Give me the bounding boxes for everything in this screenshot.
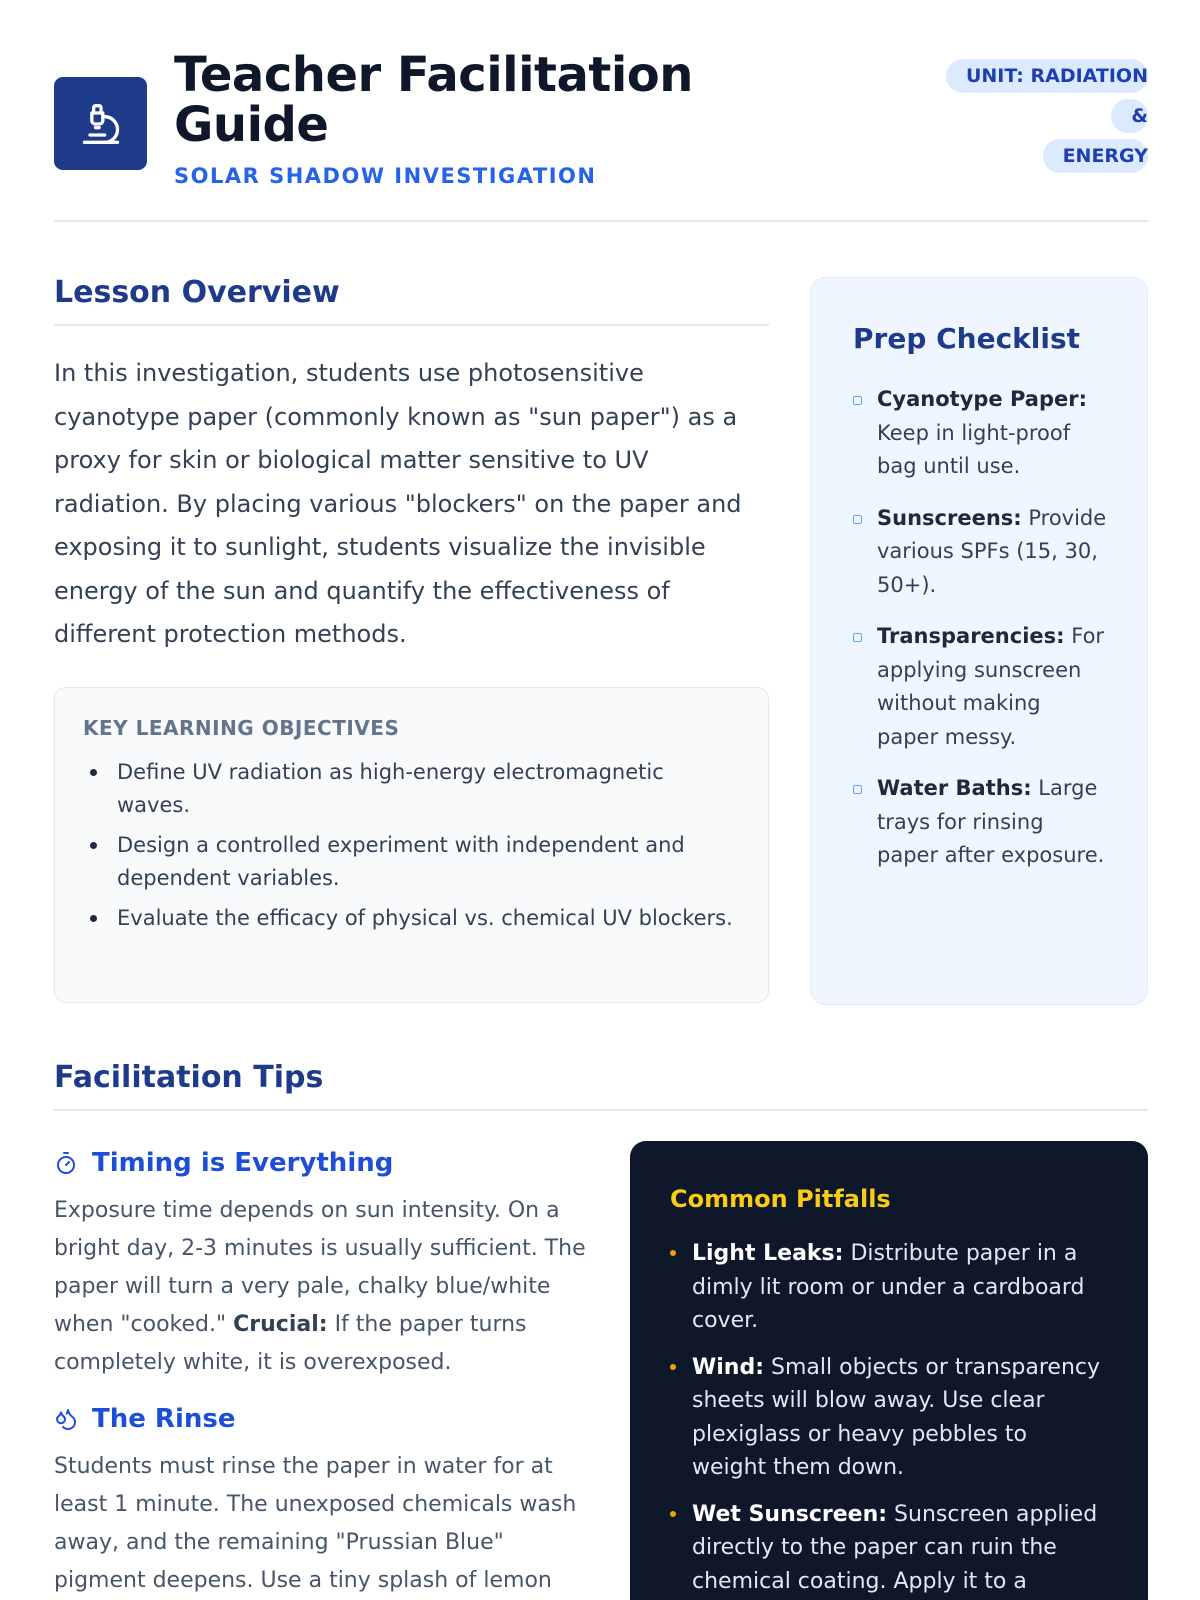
facilitation-tips-heading: Facilitation Tips (54, 1060, 1148, 1111)
unit-badge-line-2: ENERGY (1043, 139, 1148, 173)
checklist-item (853, 772, 1107, 873)
unit-badge-line-1: UNIT: RADIATION & (946, 59, 1148, 133)
tip-timing-title: Timing is Everything (92, 1148, 394, 1178)
lesson-overview-heading: Lesson Overview (54, 275, 769, 326)
checklist-item-label: Cyanotype Paper: (877, 387, 1087, 411)
prep-checklist-title: Prep Checklist (853, 322, 1081, 355)
tip-rinse-heading (54, 1404, 594, 1434)
checklist-item-label: Sunscreens: (877, 505, 1022, 530)
pitfall-item-text: Sunscreen applied directly to the paper can ruin the chemical coating. Apply it to a (692, 1501, 1098, 1594)
pitfall-item (670, 1498, 1108, 1599)
pitfall-item (670, 1237, 1108, 1338)
tip-timing-heading (54, 1148, 594, 1178)
prep-checklist-list (853, 383, 1107, 873)
learning-objectives-box (54, 687, 769, 1003)
stopwatch-icon (54, 1151, 78, 1175)
common-pitfalls-card (630, 1141, 1148, 1600)
page-subtitle: SOLAR SHADOW INVESTIGATION (174, 164, 597, 188)
tip-rinse-title: The Rinse (92, 1404, 236, 1434)
pitfall-item-label: Wind: (692, 1354, 765, 1380)
checklist-item (853, 502, 1107, 603)
checkbox-icon (853, 633, 862, 642)
learning-objectives-title: KEY LEARNING OBJECTIVES (83, 715, 400, 740)
microscope-icon (79, 102, 123, 146)
checklist-item-label: Water Baths: (877, 776, 1032, 800)
tip-timing-body-1: Exposure time depends on sun intensity. On a bright day, 2-3 minutes is usually sufficient. The paper will turn a very pale, chalky blue/white when "cooked." (54, 1198, 586, 1337)
logo (54, 77, 147, 170)
checklist-item-text: Large trays for rinsing paper after exposure. (877, 776, 1105, 867)
checklist-item-text: Provide various SPFs (15, 30, 50+). (877, 505, 1107, 597)
lesson-overview-section (54, 275, 769, 1003)
checklist-item (853, 383, 1107, 484)
common-pitfalls-list (670, 1237, 1108, 1598)
objective-item: Design a controlled experiment with independent and dependent variables. (83, 829, 740, 895)
checklist-item-text: For applying sunscreen without making paper messy. (877, 624, 1105, 749)
checklist-item-label: Transparencies: (877, 624, 1065, 648)
checkbox-icon (853, 396, 862, 405)
prep-checklist-card (810, 277, 1148, 1005)
tip-timing-text (54, 1192, 594, 1382)
checkbox-icon (853, 785, 862, 794)
pitfall-item-text: Distribute paper in a dimly lit room or under a cardboard cover. (692, 1241, 1085, 1333)
learning-objectives-list (83, 756, 740, 935)
checkbox-icon (853, 515, 862, 524)
facilitation-tips-section (54, 1060, 1148, 1594)
pitfall-item (670, 1351, 1108, 1485)
page-header (54, 47, 1148, 222)
tip-rinse-text: Students must rinse the paper in water for at least 1 minute. The unexposed chemicals wash away, and the remaining "Prussian Blue" pigment deepens. Use a tiny splash of lemon (54, 1454, 577, 1593)
common-pitfalls-title: Common Pitfalls (670, 1185, 891, 1213)
water-drops-icon (54, 1407, 78, 1431)
objective-item: Define UV radiation as high-energy electromagnetic waves. (83, 756, 740, 822)
pitfall-item-text: Small objects or transparency sheets will blow away. Use clear plexiglass or heavy pebbles to weight them down. (692, 1354, 1101, 1480)
pitfall-item-label: Wet Sunscreen: (692, 1501, 888, 1527)
checklist-item-text: Keep in light-proof bag until use. (877, 420, 1071, 478)
checklist-item (853, 620, 1107, 754)
tip-crucial-label: Crucial: (233, 1312, 328, 1337)
lesson-overview-text: In this investigation, students use photosensitive cyanotype paper (commonly known as "sun paper") as a proxy for skin or biological matter sensitive to UV radiation. By placing various "blockers" on the paper and exposing it to sunlight, students visualize the invisible energy of the sun and quantify the effectiveness of different protection methods. (54, 359, 742, 648)
tips-column (54, 1148, 594, 1600)
unit-badge (933, 56, 1148, 176)
objective-item: Evaluate the efficacy of physical vs. chemical UV blockers. (83, 902, 740, 935)
page-title: Teacher Facilitation Guide (174, 47, 693, 153)
tip-timing-body-2: If the paper turns completely white, it is overexposed. (54, 1312, 527, 1375)
pitfall-item-label: Light Leaks: (692, 1241, 844, 1266)
